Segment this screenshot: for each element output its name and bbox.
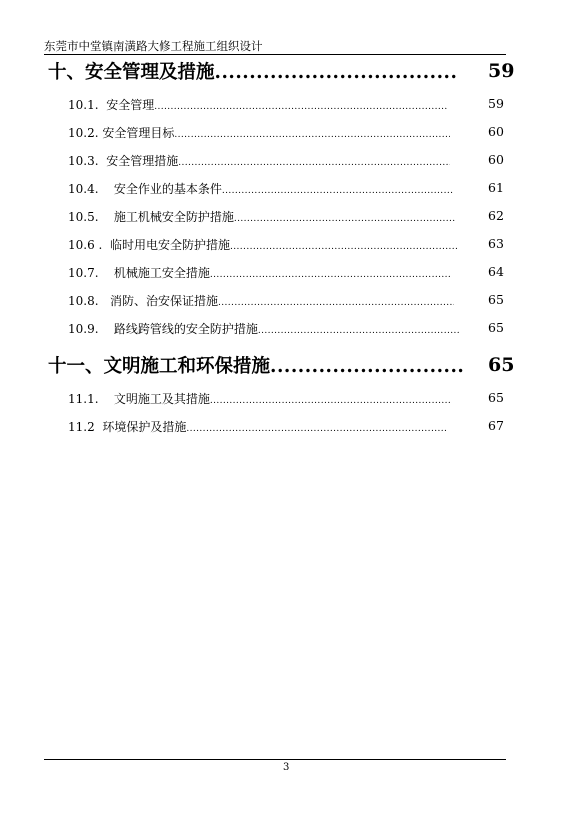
toc-section-10[interactable] (48, 58, 458, 84)
toc-item-page: 62 (488, 208, 504, 223)
toc-item-10-6[interactable] (68, 236, 458, 253)
toc-item-11-1[interactable] (68, 390, 452, 407)
toc-item-page: 61 (488, 180, 504, 195)
toc-item-title: 安全管理目标 (102, 126, 175, 140)
toc-leader-dots (234, 214, 456, 224)
toc-item-10-3[interactable] (68, 152, 450, 169)
toc-item-page: 65 (488, 292, 504, 307)
toc-item-number: 10.4. (68, 182, 99, 196)
toc-section-title: 十、安全管理及措施 (48, 62, 215, 83)
toc-item-10-8[interactable] (68, 292, 454, 309)
toc-item-page: 59 (488, 96, 504, 111)
header-divider (44, 54, 506, 55)
toc-item-number: 11.2 (68, 420, 95, 434)
toc-item-10-1[interactable] (68, 96, 448, 113)
toc-item-10-9[interactable] (68, 320, 460, 337)
toc-item-page: 60 (488, 152, 504, 167)
toc-item-page: 63 (488, 236, 504, 251)
toc-section-page: 65 (488, 354, 515, 376)
toc-leader-dots (174, 130, 450, 140)
toc-item-number: 10.3. (68, 154, 99, 168)
toc-section-11[interactable] (48, 352, 464, 378)
toc-section-title: 十一、文明施工和环保措施 (48, 356, 271, 377)
page-number: 3 (283, 762, 290, 773)
toc-item-number: 11.1. (68, 392, 99, 406)
toc-leader-dots (270, 356, 464, 377)
toc-item-page: 60 (488, 124, 504, 139)
toc-item-title: 路线跨管线的安全防护措施 (113, 322, 258, 336)
toc-item-page: 65 (488, 320, 504, 335)
toc-section-page: 59 (488, 60, 515, 82)
toc-item-number: 10.8. (68, 294, 99, 308)
toc-item-10-4[interactable] (68, 180, 454, 197)
toc-leader-dots (222, 186, 454, 196)
toc-item-page: 65 (488, 390, 504, 405)
toc-leader-dots (210, 396, 452, 406)
toc-leader-dots (215, 62, 458, 83)
toc-item-title: 施工机械安全防护措施 (113, 210, 234, 224)
toc-leader-dots (218, 298, 454, 308)
toc-item-title: 临时用电安全防护措施 (110, 238, 231, 252)
toc-leader-dots (186, 424, 448, 434)
toc-item-title: 安全作业的基本条件 (113, 182, 222, 196)
toc-item-title: 环境保护及措施 (102, 420, 187, 434)
toc-leader-dots (258, 326, 460, 336)
toc-item-number: 10.9. (68, 322, 99, 336)
toc-item-page: 64 (488, 264, 504, 279)
toc-item-10-7[interactable] (68, 264, 452, 281)
toc-item-number: 10.7. (68, 266, 99, 280)
toc-item-number: 10.5. (68, 210, 99, 224)
toc-item-title: 安全管理 (106, 98, 155, 112)
toc-item-number: 10.1. (68, 98, 99, 112)
toc-item-10-5[interactable] (68, 208, 456, 225)
toc-leader-dots (230, 242, 458, 252)
footer-divider (44, 759, 506, 760)
toc-item-title: 安全管理措施 (106, 154, 179, 168)
toc-item-page: 67 (488, 418, 504, 433)
toc-item-title: 消防、治安保证措施 (110, 294, 219, 308)
toc-item-number: 10.6 . (68, 238, 103, 252)
toc-leader-dots (210, 270, 452, 280)
toc-item-11-2[interactable] (68, 418, 448, 435)
toc-item-number: 10.2. (68, 126, 99, 140)
toc-item-title: 文明施工及其措施 (113, 392, 210, 406)
document-title: 东莞市中堂镇南潢路大修工程施工组织设计 (44, 39, 263, 53)
toc-item-10-2[interactable] (68, 124, 450, 141)
toc-leader-dots (154, 102, 448, 112)
toc-leader-dots (178, 158, 450, 168)
toc-item-title: 机械施工安全措施 (113, 266, 210, 280)
